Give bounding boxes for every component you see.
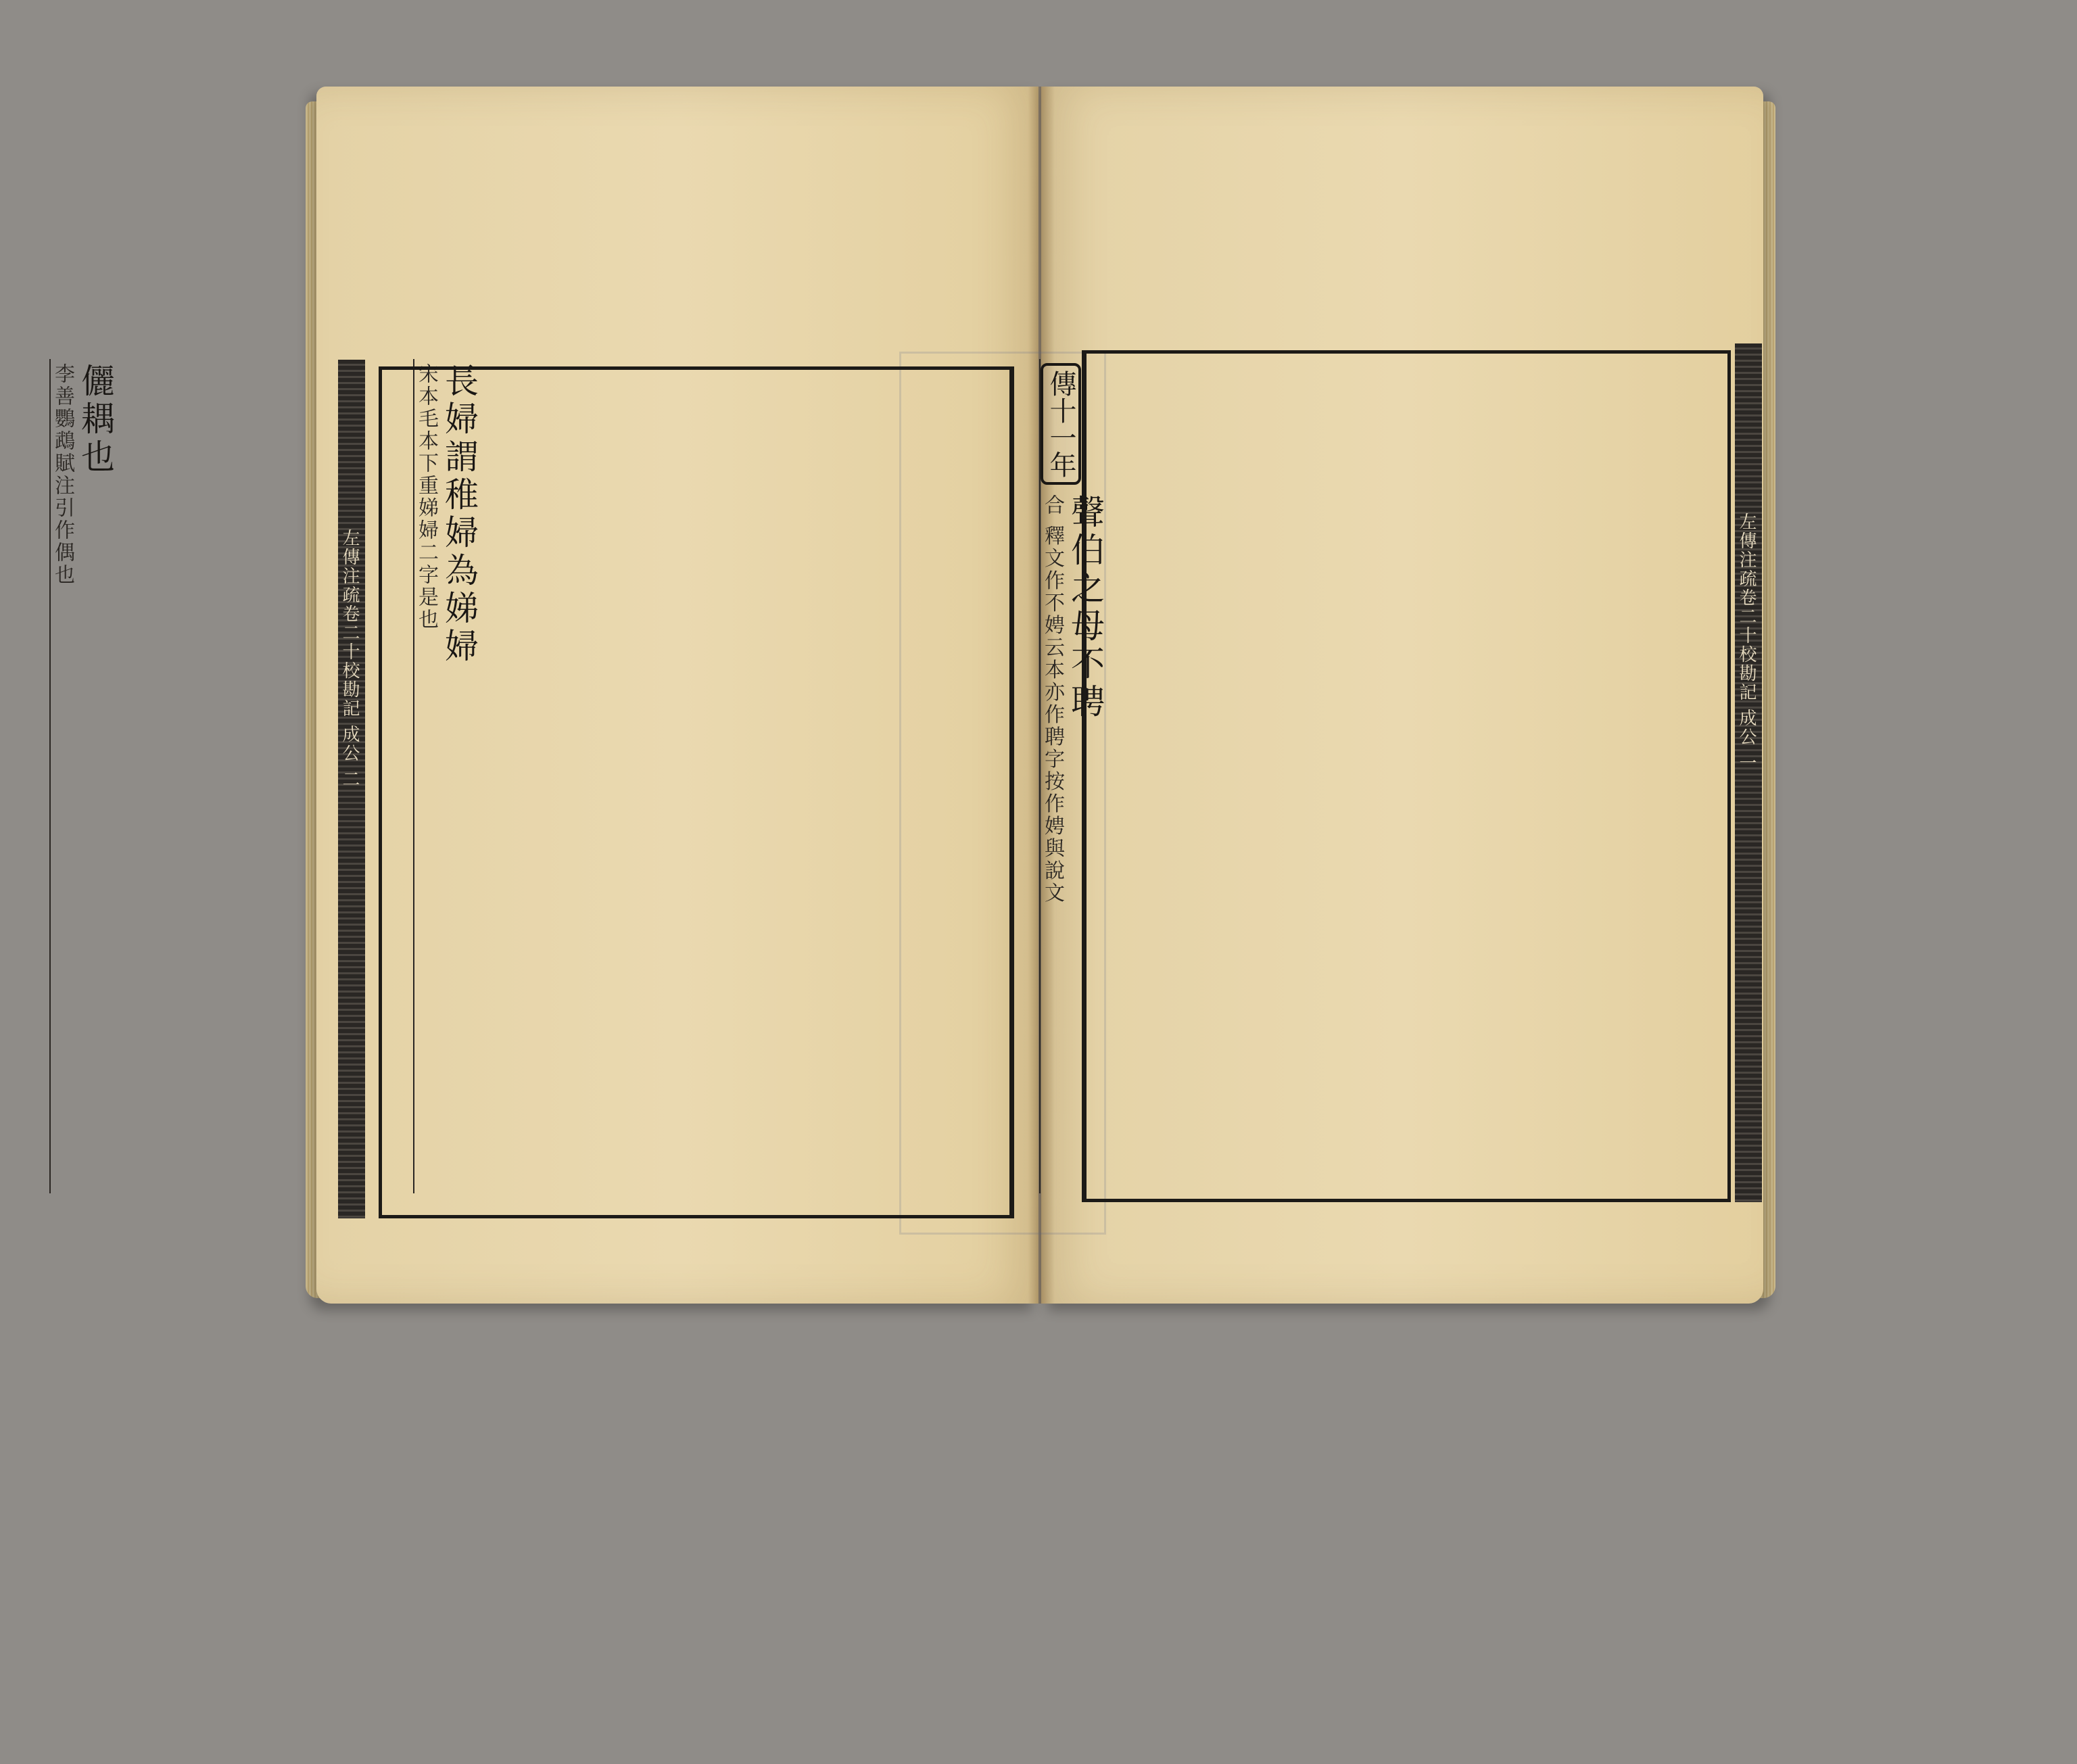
commentary-note: 合 釋文作不娉云本亦作聘字按作娉與說文 [1041,494,1064,905]
main-text: 長婦謂稚婦為娣婦 [437,363,481,666]
text-column [1039,359,1717,1193]
right-fold-title: 左傳注疏卷二十校勘記 成公 一 [1738,512,1759,773]
right-page-columns [1093,359,1717,1193]
text-column [0,375,1003,1210]
left-fold-title: 左傳注疏卷二十校勘記 成公 二 [341,529,362,789]
main-text: 聲伯之母不聘 [1064,494,1107,721]
right-page-text-frame [1082,350,1731,1202]
left-page-text-frame [379,366,1014,1218]
left-page-columns [389,375,1003,1210]
commentary-note: 李善鸚鵡賦注引作偶也 [51,363,74,586]
right-page-fold-column [1735,343,1762,1202]
commentary-note: 宋本毛本下重娣婦二字是也 [414,363,437,631]
main-text: 儷耦也 [74,363,117,477]
column-text [1041,494,1107,905]
section-seal-label: 傳十一年 [1041,363,1081,485]
